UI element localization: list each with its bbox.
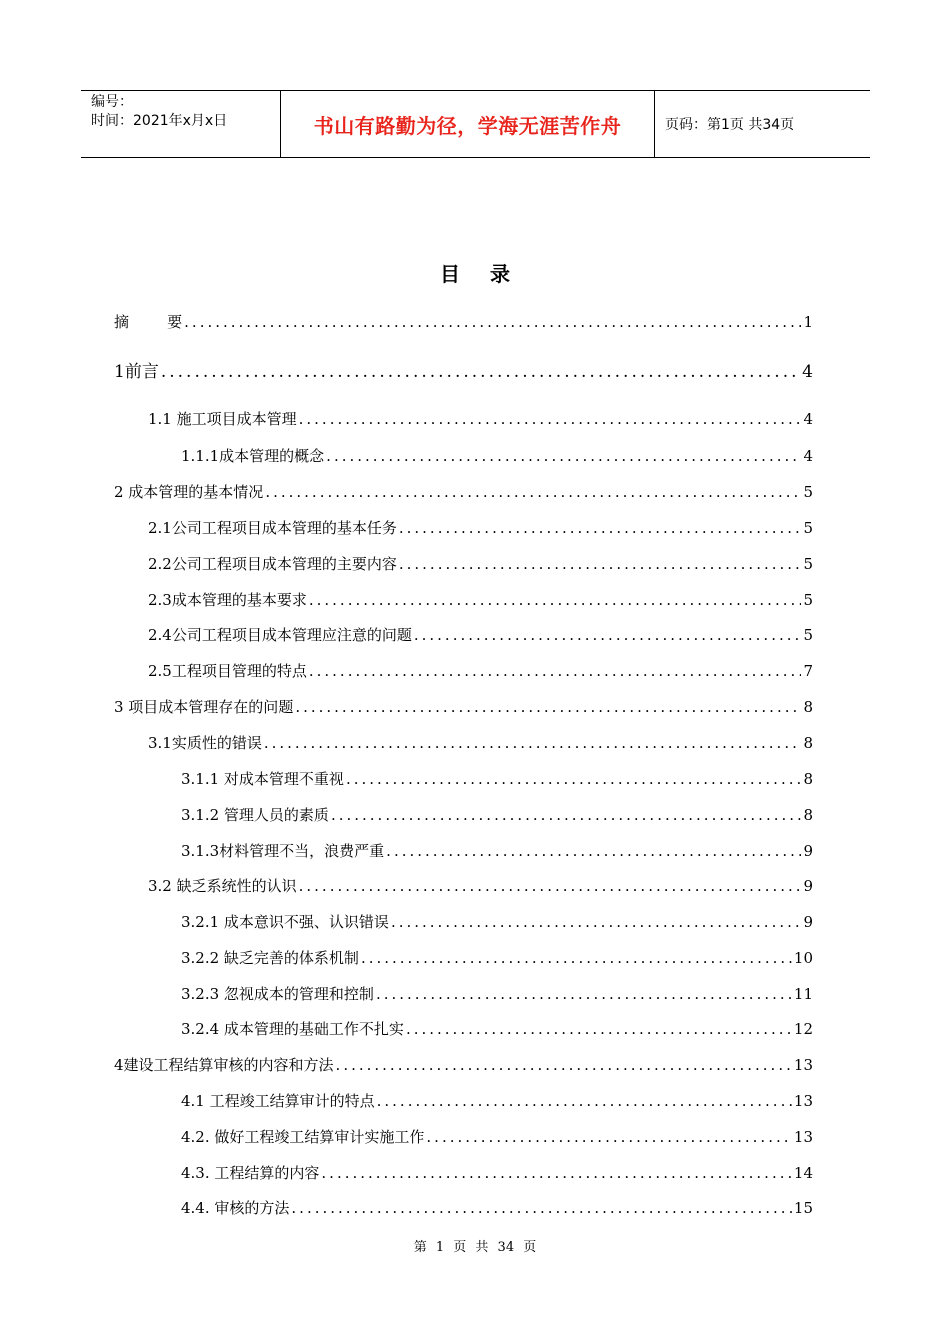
toc-entry-page: 13 xyxy=(793,1092,813,1110)
toc-leader-dots xyxy=(331,804,802,826)
toc-entry-label: 2.1公司工程项目成本管理的基本任务 xyxy=(148,519,397,537)
toc-entry[interactable] xyxy=(181,911,813,933)
toc-entry-label: 2.2公司工程项目成本管理的主要内容 xyxy=(148,555,397,573)
toc-entry-label: 3.1实质性的错误 xyxy=(148,734,262,752)
toc-entry-page: 5 xyxy=(803,519,813,537)
toc-entry-label: 3.1.3材料管理不当，浪费严重 xyxy=(181,842,385,860)
toc-entry-page: 8 xyxy=(803,698,813,716)
toc-entry-label: 摘 要 xyxy=(114,313,183,331)
toc-entry-label: 3.2.1 成本意识不强、认识错误 xyxy=(181,913,389,931)
toc-leader-dots xyxy=(361,947,792,969)
toc-entry-page: 5 xyxy=(803,555,813,573)
toc-entry[interactable] xyxy=(148,624,813,646)
toc-entry-page: 8 xyxy=(803,806,813,824)
toc-leader-dots xyxy=(291,1197,792,1219)
toc-entry-label: 2.4公司工程项目成本管理应注意的问题 xyxy=(148,626,412,644)
toc-leader-dots xyxy=(309,660,802,682)
toc-entry-page: 13 xyxy=(793,1056,813,1074)
toc-entry[interactable] xyxy=(181,840,813,862)
toc-leader-dots xyxy=(309,589,802,611)
toc-entry-page: 7 xyxy=(803,662,813,680)
toc-leader-dots xyxy=(161,361,800,383)
time-label: 时间：2021年x月x日 xyxy=(91,113,228,129)
toc-entry[interactable] xyxy=(114,311,813,333)
toc-entry-label: 4.2. 做好工程竣工结算审计实施工作 xyxy=(181,1128,425,1146)
toc-entry-label: 1.1.1成本管理的概念 xyxy=(181,447,325,465)
toc-leader-dots xyxy=(426,1126,792,1148)
toc-entry[interactable] xyxy=(148,517,813,539)
toc-entry-label: 3.2 缺乏系统性的认识 xyxy=(148,877,297,895)
toc-entry-page: 5 xyxy=(803,626,813,644)
toc-leader-dots xyxy=(391,911,802,933)
toc-leader-dots xyxy=(321,1162,792,1184)
toc-entry-label: 4建设工程结算审核的内容和方法 xyxy=(114,1056,334,1074)
toc-entry-label: 3.1.2 管理人员的素质 xyxy=(181,806,329,824)
toc-entry-page: 14 xyxy=(793,1164,813,1182)
toc-entry-label: 4.1 工程竣工结算审计的特点 xyxy=(181,1092,375,1110)
toc-entry[interactable] xyxy=(181,1090,813,1112)
header-table xyxy=(81,90,870,158)
toc-leader-dots xyxy=(336,1054,792,1076)
toc-entry-label: 2.5工程项目管理的特点 xyxy=(148,662,307,680)
toc-entry-page: 12 xyxy=(793,1020,813,1038)
toc-entry-page: 10 xyxy=(793,949,813,967)
toc-entry-page: 4 xyxy=(803,410,813,428)
toc-entry-page: 4 xyxy=(803,447,813,465)
toc-entry-label: 2 成本管理的基本情况 xyxy=(114,483,264,501)
toc-leader-dots xyxy=(386,840,801,862)
toc-entry-label: 3.2.4 成本管理的基础工作不扎实 xyxy=(181,1020,404,1038)
toc-entry[interactable] xyxy=(181,1126,813,1148)
toc-entry-page: 15 xyxy=(793,1199,813,1217)
toc-entry-label: 1.1 施工项目成本管理 xyxy=(148,410,297,428)
toc-entry-page: 9 xyxy=(803,842,813,860)
toc-entry-page: 9 xyxy=(803,913,813,931)
toc-entry-label: 3.2.2 缺乏完善的体系机制 xyxy=(181,949,359,967)
toc-entry[interactable] xyxy=(148,408,813,430)
toc-leader-dots xyxy=(399,553,802,575)
toc-leader-dots xyxy=(377,1090,792,1112)
toc-entry-label: 1前言 xyxy=(114,362,159,382)
toc-entry[interactable] xyxy=(114,481,813,503)
toc-entry[interactable] xyxy=(181,445,813,467)
toc-leader-dots xyxy=(184,311,801,333)
toc-leader-dots xyxy=(326,445,801,467)
toc-entry[interactable] xyxy=(148,732,813,754)
toc-entry-label: 3 项目成本管理存在的问题 xyxy=(114,698,294,716)
toc-entry-page: 8 xyxy=(803,734,813,752)
number-label: 编号： xyxy=(91,94,133,110)
toc-entry[interactable] xyxy=(181,983,813,1005)
toc-entry-page: 1 xyxy=(803,313,813,331)
toc-entry-label: 4.4. 审核的方法 xyxy=(181,1199,290,1217)
toc-entry[interactable] xyxy=(148,589,813,611)
toc-leader-dots xyxy=(406,1018,792,1040)
toc-entry-page: 11 xyxy=(793,985,813,1003)
toc-entry[interactable] xyxy=(148,553,813,575)
toc-leader-dots xyxy=(414,624,802,646)
toc-leader-dots xyxy=(299,408,802,430)
toc-entry[interactable] xyxy=(181,1162,813,1184)
toc-entry-page: 5 xyxy=(803,591,813,609)
toc-entry[interactable] xyxy=(114,361,813,383)
toc-leader-dots xyxy=(295,696,801,718)
toc-entry-page: 4 xyxy=(802,362,813,382)
toc-entry[interactable] xyxy=(181,1197,813,1219)
toc-entry[interactable] xyxy=(114,1054,813,1076)
toc-leader-dots xyxy=(399,517,802,539)
toc-leader-dots xyxy=(265,481,801,503)
toc-entry-label: 2.3成本管理的基本要求 xyxy=(148,591,307,609)
toc-entry-label: 4.3. 工程结算的内容 xyxy=(181,1164,320,1182)
header-left-cell xyxy=(81,91,281,157)
toc-entry[interactable] xyxy=(181,768,813,790)
toc-entry-page: 5 xyxy=(803,483,813,501)
toc-entry[interactable] xyxy=(181,804,813,826)
header-page-info: 页码：第1页 共34页 xyxy=(665,117,795,133)
toc-entry-label: 3.2.3 忽视成本的管理和控制 xyxy=(181,985,374,1003)
toc-leader-dots xyxy=(264,732,802,754)
toc-entry-page: 8 xyxy=(803,770,813,788)
toc-entry[interactable] xyxy=(114,696,813,718)
toc-leader-dots xyxy=(299,875,802,897)
toc-title: 目录 xyxy=(440,262,540,286)
toc-entry-page: 13 xyxy=(793,1128,813,1146)
toc-entry[interactable] xyxy=(148,660,813,682)
toc-entry[interactable] xyxy=(181,1018,813,1040)
page-footer: 第 1 页 共 34 页 xyxy=(413,1240,537,1255)
toc-leader-dots xyxy=(376,983,792,1005)
toc-entry-page: 9 xyxy=(803,877,813,895)
toc-leader-dots xyxy=(346,768,802,790)
toc-entry[interactable] xyxy=(148,875,813,897)
header-motto: 书山有路勤为径，学海无涯苦作舟 xyxy=(281,91,655,157)
toc-entry-label: 3.1.1 对成本管理不重视 xyxy=(181,770,344,788)
toc-entry[interactable] xyxy=(181,947,813,969)
